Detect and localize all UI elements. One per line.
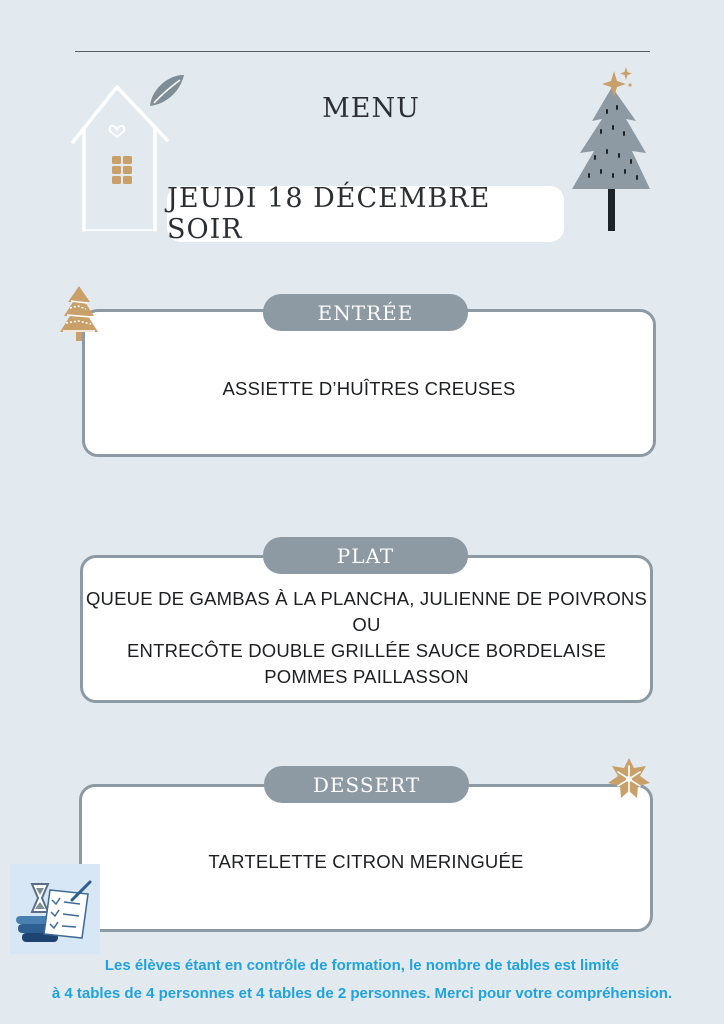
pine-tree-icon <box>566 65 666 235</box>
dessert-dish: TARTELETTE CITRON MERINGUÉE <box>208 851 524 872</box>
footer-note-line-1: Les élèves étant en contrôle de formation, le nombre de tables est limité <box>104 957 620 974</box>
plat-dish-2: ENTRECÔTE DOUBLE GRILLÉE SAUCE BORDELAISE <box>126 640 607 661</box>
entree-dish: ASSIETTE D’HUÎTRES CREUSES <box>222 378 516 399</box>
plat-dish-1: QUEUE DE GAMBAS À LA PLANCHA, JULIENNE DE POIVRONS <box>85 588 648 609</box>
gingerbread-tree-icon <box>58 284 100 344</box>
footer-note-line-2: à 4 tables de 4 personnes et 4 tables de 2 personnes. Merci pour votre compréhension. <box>51 985 673 1002</box>
snowflake-cookie-icon <box>606 756 652 802</box>
plat-separator: OU <box>352 614 381 635</box>
menu-title: MENU <box>322 93 420 124</box>
plat-side: POMMES PAILLASSON <box>264 666 469 687</box>
entree-card <box>82 309 656 457</box>
plat-card <box>80 555 653 703</box>
entree-label: ENTRÉE <box>263 294 468 331</box>
plat-label: PLAT <box>263 537 468 574</box>
dessert-card <box>79 784 653 932</box>
training-badge-icon <box>10 864 100 954</box>
date-banner: JEUDI 18 DÉCEMBRE SOIR <box>167 186 564 242</box>
training-badge <box>10 864 100 954</box>
top-divider <box>75 51 650 52</box>
dessert-label: DESSERT <box>264 766 469 803</box>
